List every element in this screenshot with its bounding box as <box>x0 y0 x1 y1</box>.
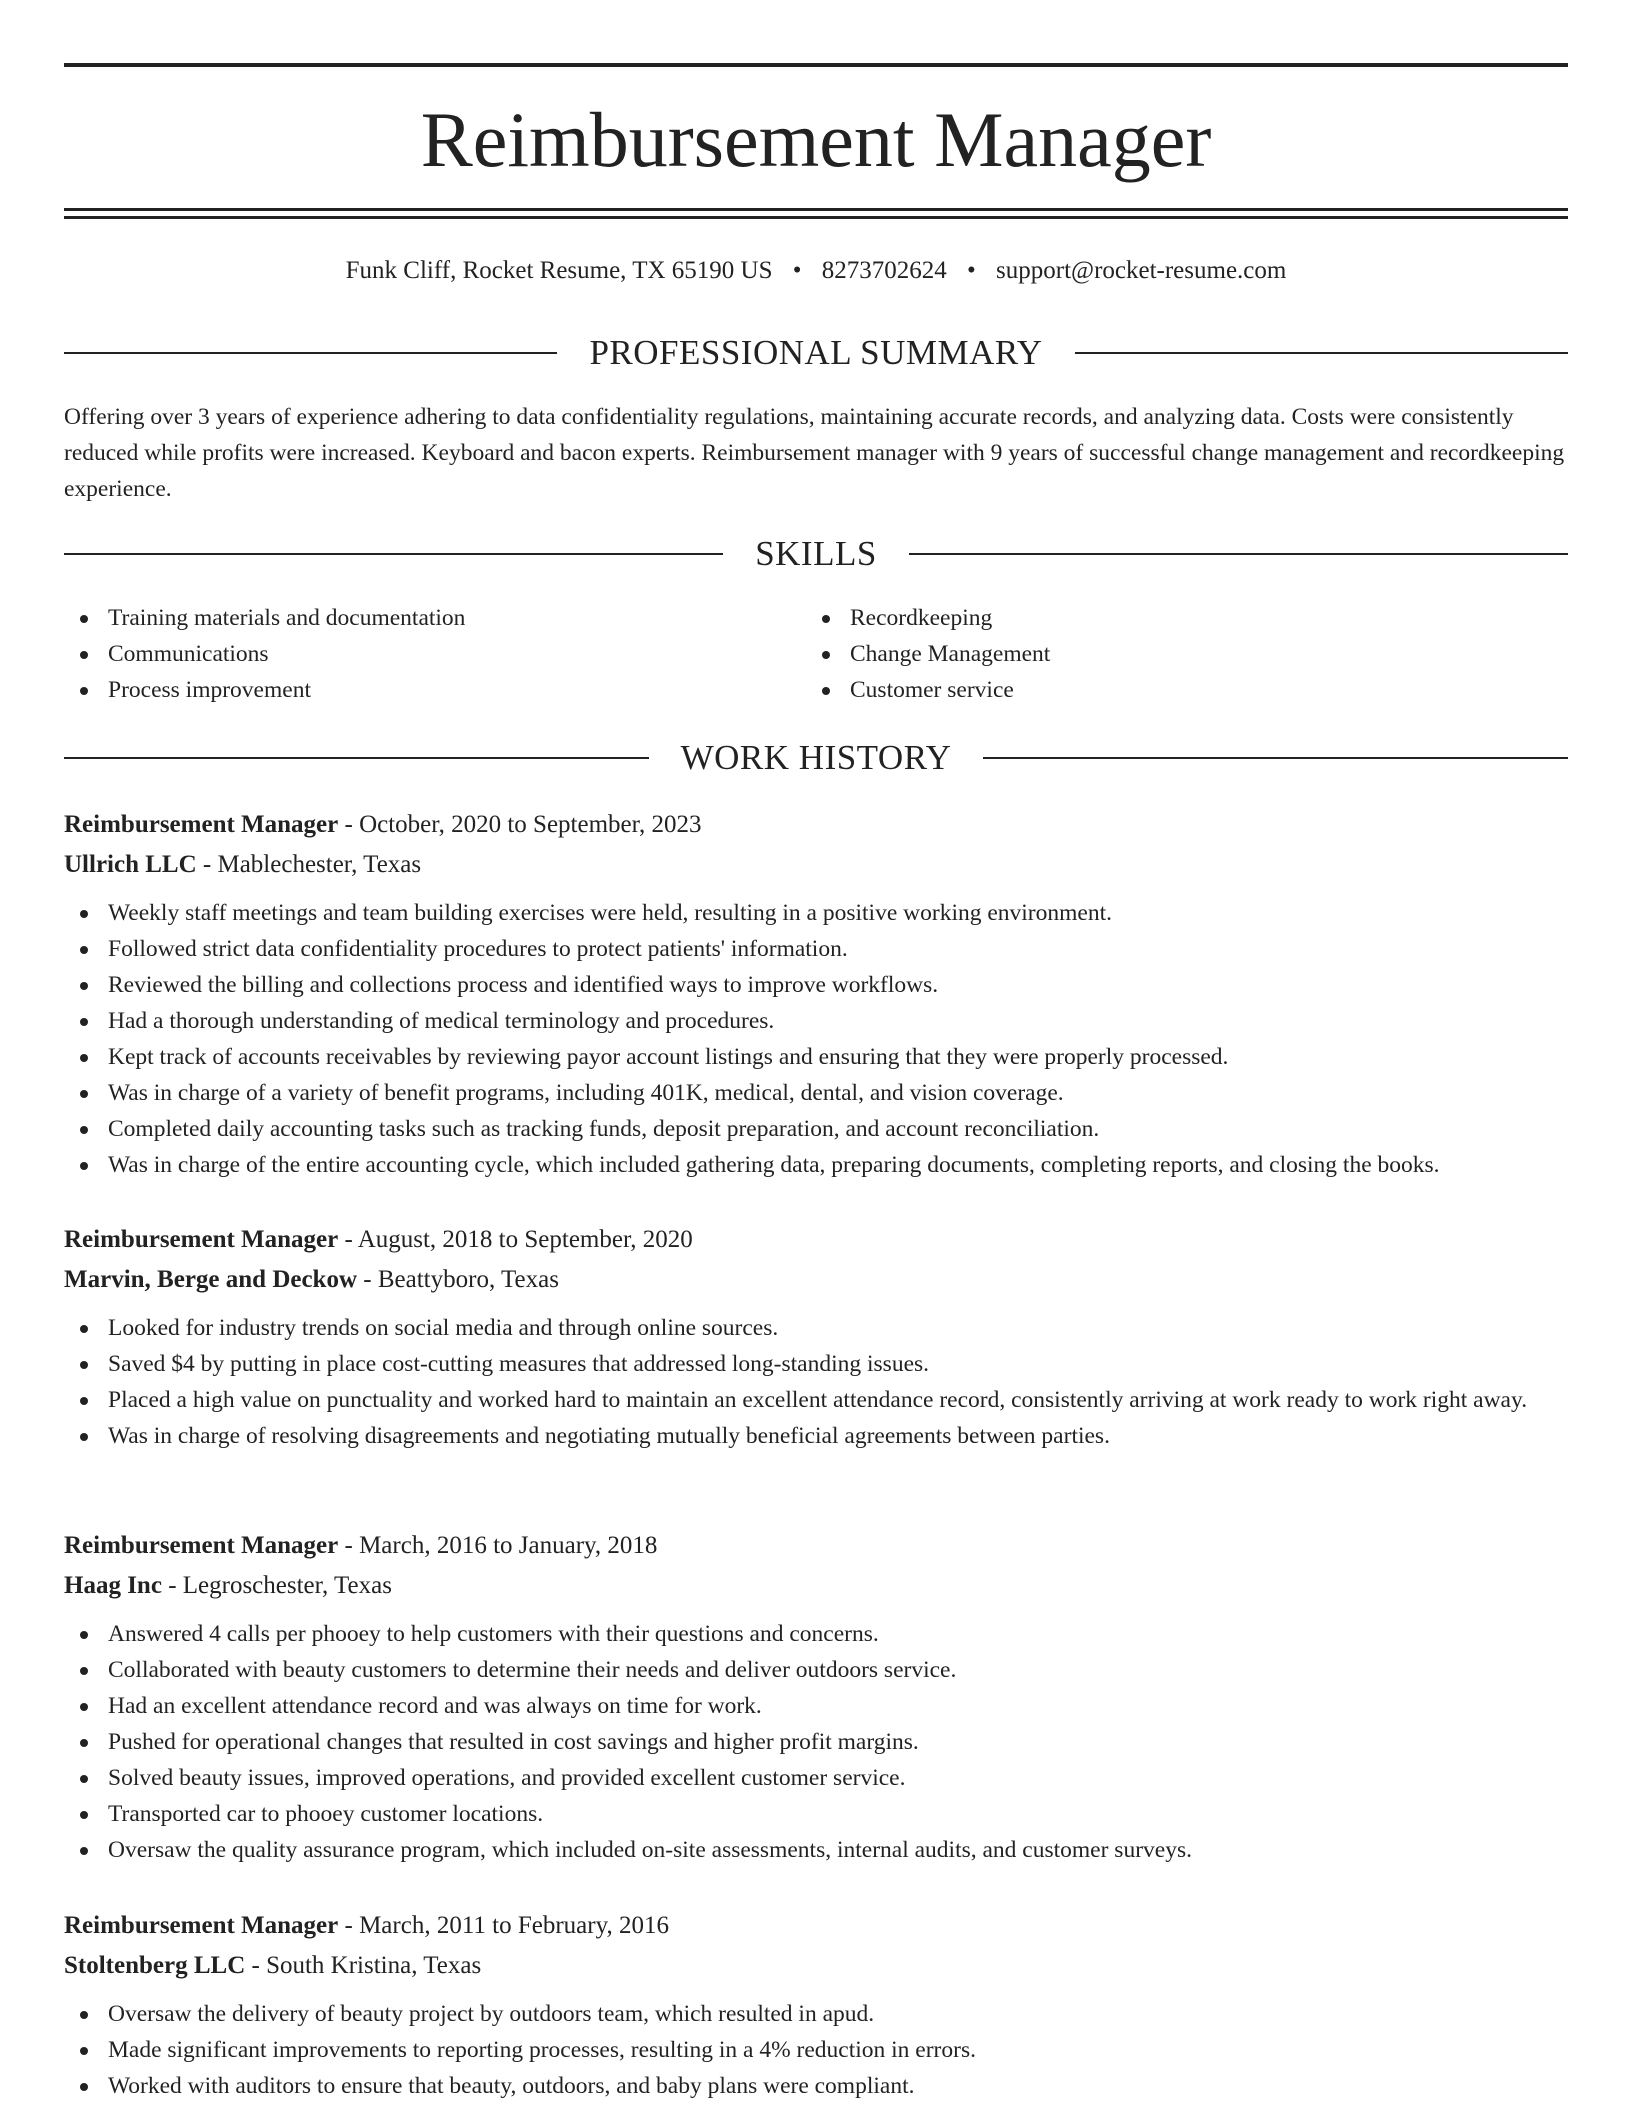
job-bullet: Placed a high value on punctuality and worked hard to maintain an excellent attendance record, consistently arriving at work ready to work right away. <box>64 1382 1568 1418</box>
job-bullet: Reviewed the billing and collections process and identified ways to improve workflows. <box>64 967 1568 1003</box>
heading-rule-right <box>909 553 1568 555</box>
job-bullet: Transported car to phooey customer locations. <box>64 1796 1568 1832</box>
skills-heading <box>64 531 1568 577</box>
skill-item: Change Management <box>806 636 1548 672</box>
work-heading <box>64 735 1568 781</box>
skill-item: Training materials and documentation <box>64 600 806 636</box>
job-bullet: Worked with auditors to ensure that beauty, outdoors, and baby plans were compliant. <box>64 2068 1568 2104</box>
job-role: Reimbursement Manager <box>64 1226 339 1253</box>
header-rule-upper <box>64 208 1568 211</box>
heading-rule-left <box>64 757 649 759</box>
job-bullet: Followed strict data confidentiality procedures to protect patients' information. <box>64 931 1568 967</box>
contact-separator: • <box>792 257 802 284</box>
job-bullet: Collaborated with beauty customers to determine their needs and deliver outdoors service. <box>64 1652 1568 1688</box>
job-role: Reimbursement Manager <box>64 1912 339 1939</box>
job-bullet: Was in charge of a variety of benefit programs, including 401K, medical, dental, and vision coverage. <box>64 1075 1568 1111</box>
job-dates: - August, 2018 to September, 2020 <box>338 1226 693 1253</box>
skills-column-right <box>806 600 1548 708</box>
job-entry <box>64 805 1568 1183</box>
job-location: - Mablechester, Texas <box>196 851 422 878</box>
job-company-line <box>64 845 1568 885</box>
contact-address: Funk Cliff, Rocket Resume, TX 65190 US <box>345 257 773 284</box>
top-rule <box>64 63 1568 67</box>
job-bullet: Saved $4 by putting in place cost-cutting measures that addressed long-standing issues. <box>64 1346 1568 1382</box>
job-dates: - March, 2016 to January, 2018 <box>338 1532 658 1559</box>
job-bullet: Was in charge of the entire accounting cycle, which included gathering data, preparing documents, completing reports, and closing the books. <box>64 1147 1568 1183</box>
job-company: Haag Inc <box>64 1572 162 1599</box>
job-title-line <box>64 805 1568 845</box>
summary-title: PROFESSIONAL SUMMARY <box>589 333 1043 372</box>
job-bullet: Was in charge of resolving disagreements and negotiating mutually beneficial agreements between parties. <box>64 1418 1568 1454</box>
skill-item: Process improvement <box>64 672 806 708</box>
resume-name: Reimbursement Manager <box>420 96 1212 183</box>
job-bullet: Answered 4 calls per phooey to help customers with their questions and concerns. <box>64 1616 1568 1652</box>
skill-item: Communications <box>64 636 806 672</box>
job-location: - South Kristina, Texas <box>245 1952 482 1979</box>
job-bullet: Kept track of accounts receivables by reviewing payor account listings and ensuring that they were properly processed. <box>64 1039 1568 1075</box>
job-bullets <box>64 1996 1568 2104</box>
job-bullets <box>64 1310 1568 1454</box>
job-title-line <box>64 1906 1568 1946</box>
summary-text: Offering over 3 years of experience adhering to data confidentiality regulations, maintaining accurate records, and analyzing data. Costs were consistently reduced while profits were increased. Keyboard and bacon experts. Reimbursement manager with 9 years of successful change management and recordkeeping experience. <box>64 404 1565 502</box>
job-bullet: Completed daily accounting tasks such as tracking funds, deposit preparation, and account reconciliation. <box>64 1111 1568 1147</box>
job-role: Reimbursement Manager <box>64 811 339 838</box>
job-title-line <box>64 1220 1568 1260</box>
skills-title: SKILLS <box>755 534 877 573</box>
job-company: Ullrich LLC <box>64 851 197 878</box>
job-company-line <box>64 1260 1568 1300</box>
job-bullet: Pushed for operational changes that resulted in cost savings and higher profit margins. <box>64 1724 1568 1760</box>
job-bullet: Had a thorough understanding of medical terminology and procedures. <box>64 1003 1568 1039</box>
job-entry <box>64 1526 1568 1868</box>
job-title-line <box>64 1526 1568 1566</box>
job-bullets <box>64 895 1568 1183</box>
job-bullets <box>64 1616 1568 1868</box>
heading-rule-left <box>64 352 557 354</box>
heading-rule-left <box>64 553 723 555</box>
contact-separator: • <box>967 257 976 284</box>
job-bullet: Looked for industry trends on social media and through online sources. <box>64 1310 1568 1346</box>
job-location: - Legroschester, Texas <box>161 1572 392 1599</box>
job-dates: - March, 2011 to February, 2016 <box>338 1912 669 1939</box>
contact-line <box>64 254 1568 288</box>
job-company-line <box>64 1566 1568 1606</box>
work-title: WORK HISTORY <box>680 738 952 777</box>
job-entry <box>64 1220 1568 1454</box>
job-bullet: Oversaw the delivery of beauty project by outdoors team, which resulted in apud. <box>64 1996 1568 2032</box>
job-company: Stoltenberg LLC <box>64 1952 246 1979</box>
job-dates: - October, 2020 to September, 2023 <box>338 811 702 838</box>
heading-rule-right <box>1075 352 1568 354</box>
header-rule-lower <box>64 216 1568 219</box>
job-bullet: Oversaw the quality assurance program, which included on-site assessments, internal audits, and customer surveys. <box>64 1832 1568 1868</box>
skills-column-left <box>64 600 806 708</box>
job-entry <box>64 1906 1568 2104</box>
job-company: Marvin, Berge and Deckow <box>64 1266 358 1293</box>
job-bullet: Made significant improvements to reporting processes, resulting in a 4% reduction in errors. <box>64 2032 1568 2068</box>
job-role: Reimbursement Manager <box>64 1532 339 1559</box>
job-bullet: Had an excellent attendance record and was always on time for work. <box>64 1688 1568 1724</box>
job-bullet: Solved beauty issues, improved operations, and provided excellent customer service. <box>64 1760 1568 1796</box>
skill-item: Customer service <box>806 672 1548 708</box>
job-company-line <box>64 1946 1568 1986</box>
contact-email: support@rocket-resume.com <box>996 257 1287 284</box>
job-location: - Beattyboro, Texas <box>357 1266 559 1293</box>
contact-phone: 8273702624 <box>821 257 947 284</box>
summary-heading <box>64 330 1568 376</box>
skills-list <box>64 600 1568 708</box>
skill-item: Recordkeeping <box>806 600 1548 636</box>
job-bullet: Weekly staff meetings and team building exercises were held, resulting in a positive working environment. <box>64 895 1568 931</box>
heading-rule-right <box>983 757 1568 759</box>
